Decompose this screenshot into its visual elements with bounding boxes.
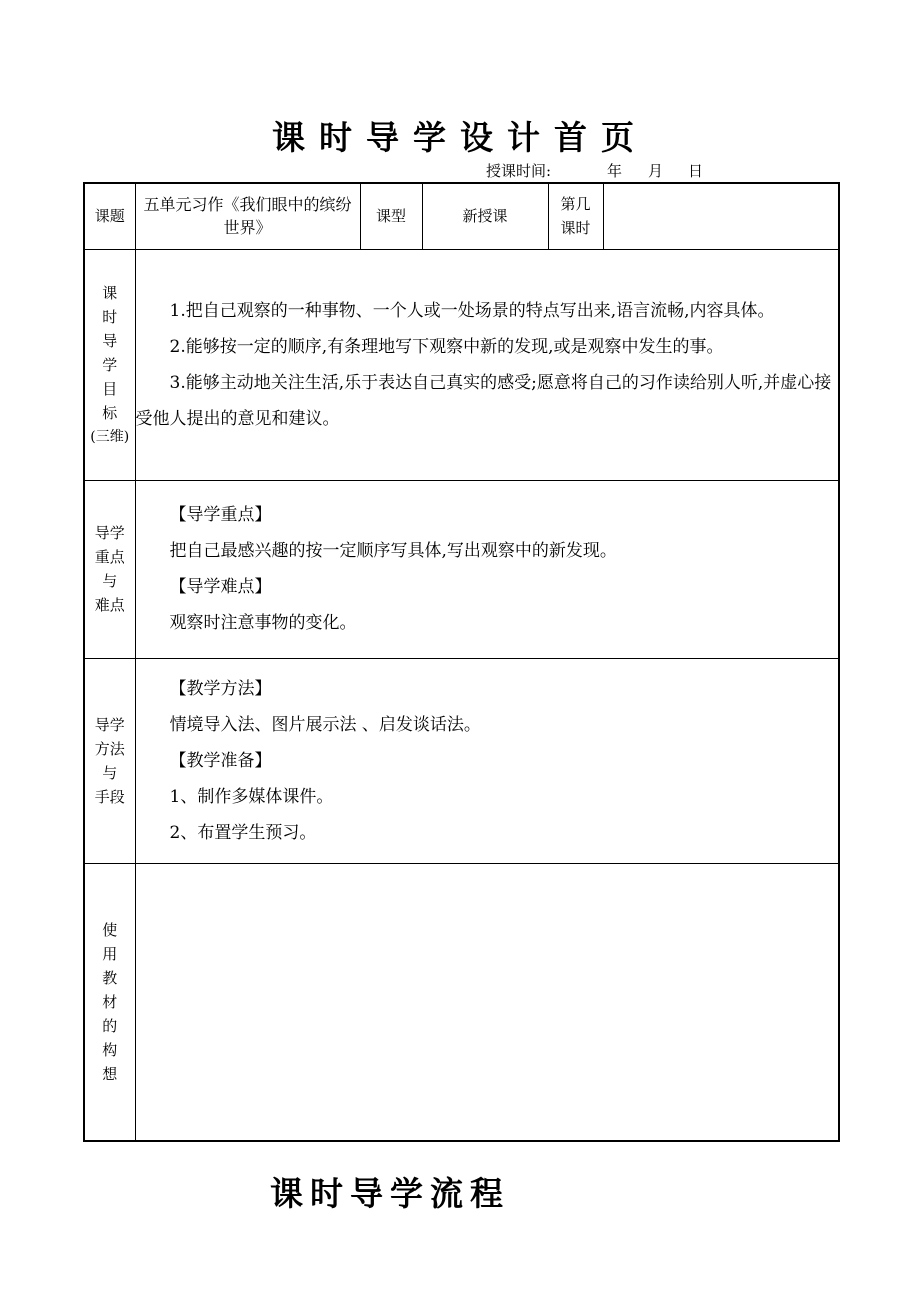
methods-label-line: 方法 [94, 739, 125, 758]
materials-label-char: 构 [102, 1040, 118, 1059]
key-point-text: 把自己最感兴趣的按一定顺序写具体,写出观察中的新发现。 [169, 541, 617, 561]
topic-value: 五单元习作《我们眼中的缤纷世界》 [135, 183, 360, 249]
methods-label-line: 与 [102, 763, 118, 782]
goal-item: 3.能够主动地关注生活,乐于表达自己真实的感受;愿意将自己的习作读给别人听,并虚心接受他人提出的意见和建议。 [135, 372, 832, 429]
method-text: 情境导入法、图片展示法 、启发谈话法。 [169, 714, 481, 735]
goals-label-char: 标 [102, 403, 118, 422]
focus-label-line: 难点 [94, 596, 125, 614]
prep-item: 1、制作多媒体课件。 [169, 786, 334, 807]
focus-label-line: 重点 [94, 548, 125, 566]
info-row [84, 183, 839, 249]
goals-label-char: 时 [102, 307, 118, 326]
type-value: 新授课 [422, 183, 548, 249]
methods-label-line: 手段 [94, 787, 125, 806]
difficulty-text: 观察时注意事物的变化。 [169, 613, 357, 633]
goals-label-char: 课 [102, 283, 118, 302]
materials-label-char: 材 [102, 992, 118, 1011]
prep-heading: 【教学准备】 [169, 750, 272, 771]
materials-row [84, 863, 839, 1141]
lesson-design-table [83, 182, 840, 1142]
topic-label: 课题 [84, 183, 135, 249]
key-point-heading: 【导学重点】 [169, 505, 272, 525]
prep-item: 2、布置学生预习。 [169, 822, 317, 843]
date-month: 月 [648, 162, 664, 180]
lesson-flow-title: 课时导学流程 [270, 1174, 510, 1213]
materials-label-char: 用 [102, 944, 118, 963]
focus-label [84, 480, 135, 658]
goal-item: 2.能够按一定的顺序,有条理地写下观察中新的发现,或是观察中发生的事。 [169, 336, 724, 357]
goals-label-char: 学 [102, 355, 118, 374]
type-label: 课型 [360, 183, 422, 249]
methods-label [84, 658, 135, 863]
difficulty-heading: 【导学难点】 [169, 577, 272, 597]
materials-label-char: 使 [102, 920, 118, 939]
methods-row [84, 658, 839, 863]
focus-label-line: 与 [102, 572, 118, 590]
date-day: 日 [688, 162, 704, 180]
period-value [603, 183, 839, 249]
page-title: 课时导学设计首页 [272, 118, 648, 157]
goals-label-note: (三维) [90, 428, 130, 445]
method-heading: 【教学方法】 [169, 678, 272, 699]
goals-label-char: 目 [102, 379, 118, 398]
methods-label-line: 导学 [94, 715, 125, 734]
materials-label-char: 想 [102, 1064, 118, 1083]
focus-content [135, 480, 839, 658]
goals-content [135, 249, 839, 480]
period-label: 第几课时 [548, 183, 603, 249]
materials-label-char: 教 [102, 968, 118, 987]
goal-item: 1.把自己观察的一种事物、一个人或一处场景的特点写出来,语言流畅,内容具体。 [169, 300, 775, 321]
materials-content [135, 863, 839, 1141]
date-year: 年 [607, 162, 623, 180]
focus-label-line: 导学 [94, 524, 125, 542]
date-label: 授课时间: [486, 162, 552, 180]
goals-label [84, 249, 135, 480]
goals-row [84, 249, 839, 480]
goals-label-char: 导 [102, 331, 118, 350]
focus-row [84, 480, 839, 658]
materials-label [84, 863, 135, 1141]
materials-label-char: 的 [102, 1016, 118, 1035]
methods-content [135, 658, 839, 863]
